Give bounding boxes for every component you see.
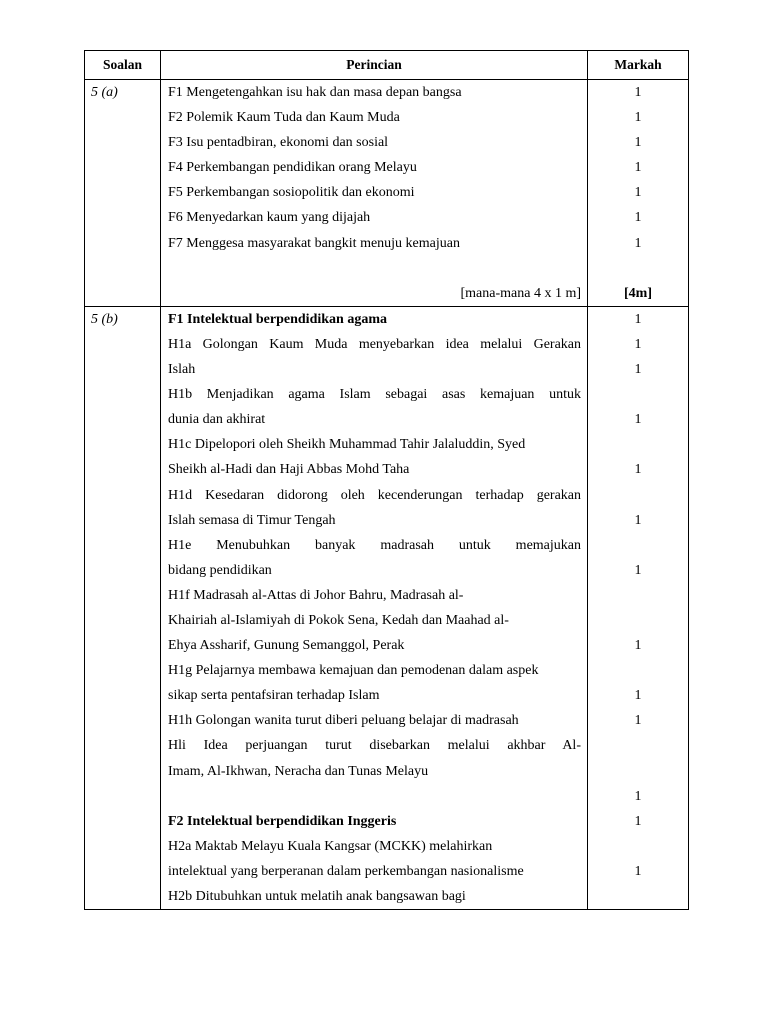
marks-cell-b xyxy=(588,306,689,909)
question-cell-a xyxy=(85,80,161,307)
point-h1b: H1b Menjadikan agama Islam sebagai asas kemajuan untuk xyxy=(168,387,581,403)
header-markah: Markah xyxy=(588,51,689,80)
mark-b xyxy=(588,533,688,558)
mark-b: 1 xyxy=(634,813,642,829)
mark-b: 1 xyxy=(634,512,642,528)
mark-note-a: [mana-mana 4 x 1 m] xyxy=(460,285,581,301)
heading-f1: F1 Intelektual berpendidikan agama xyxy=(168,311,387,327)
item-a-f5: F5 Perkembangan sosiopolitik dan ekonomi xyxy=(168,185,415,201)
spacer xyxy=(588,256,688,281)
item-a-f2: F2 Polemik Kaum Tuda dan Kaum Muda xyxy=(168,110,400,126)
header-perincian: Perincian xyxy=(161,51,588,80)
item-a-f4: F4 Perkembangan pendidikan orang Melayu xyxy=(168,160,417,176)
mark-b: 1 xyxy=(634,336,642,352)
mark-a-7: 1 xyxy=(634,235,642,251)
mark-b xyxy=(588,608,688,633)
mark-b xyxy=(588,483,688,508)
mark-a-3: 1 xyxy=(634,135,642,151)
table-header-row xyxy=(85,51,689,80)
section-a-row xyxy=(85,80,689,307)
point-h1c: H1c Dipelopori oleh Sheikh Muhammad Tahir Jalaluddin, Syed xyxy=(168,437,526,453)
mark-b xyxy=(588,658,688,683)
point-h1c-cont: Sheikh al-Hadi dan Haji Abbas Mohd Taha xyxy=(168,462,410,478)
point-h1d-cont: Islah semasa di Timur Tengah xyxy=(168,512,336,528)
point-h1a-cont: Islah xyxy=(168,362,196,378)
question-cell-b xyxy=(85,306,161,909)
point-h1i-cont: Imam, Al-Ikhwan, Neracha dan Tunas Melayu xyxy=(168,763,429,779)
point-h1e: H1e Menubuhkan banyak madrasah untuk memajukan xyxy=(168,537,581,553)
mark-total-a: [4m] xyxy=(624,285,652,301)
mark-b: 1 xyxy=(634,863,642,879)
point-h2a: H2a Maktab Melayu Kuala Kangsar (MCKK) melahirkan xyxy=(168,838,493,854)
point-h1g: H1g Pelajarnya membawa kemajuan dan pemodenan dalam aspek xyxy=(168,663,539,679)
mark-b: 1 xyxy=(634,362,642,378)
mark-b xyxy=(588,733,688,758)
point-h1f-cont: Khairiah al-Islamiyah di Pokok Sena, Kedah dan Maahad al- xyxy=(168,612,509,628)
mark-b xyxy=(588,759,688,784)
item-a-f6: F6 Menyedarkan kaum yang dijajah xyxy=(168,210,371,226)
item-a-f1: F1 Mengetengahkan isu hak dan masa depan bangsa xyxy=(168,85,462,100)
details-cell-a xyxy=(161,80,588,307)
point-h1g-cont: sikap serta pentafsiran terhadap Islam xyxy=(168,688,380,704)
marking-scheme-table xyxy=(84,50,689,910)
mark-b xyxy=(588,382,688,407)
details-cell-b xyxy=(161,306,588,909)
mark-b: 1 xyxy=(634,412,642,428)
mark-b xyxy=(588,884,688,909)
point-h1a: H1a Golongan Kaum Muda menyebarkan idea melalui Gerakan xyxy=(168,336,581,352)
mark-b: 1 xyxy=(634,638,642,654)
mark-b: 1 xyxy=(634,311,642,327)
mark-a-2: 1 xyxy=(634,110,642,126)
item-a-f3: F3 Isu pentadbiran, ekonomi dan sosial xyxy=(168,135,389,151)
mark-b xyxy=(588,432,688,457)
mark-b: 1 xyxy=(634,713,642,729)
point-h1e-cont: bidang pendidikan xyxy=(168,562,272,578)
mark-b xyxy=(588,834,688,859)
mark-a-1: 1 xyxy=(634,85,642,100)
mark-b: 1 xyxy=(634,562,642,578)
point-h1d: H1d Kesedaran didorong oleh kecenderungan terhadap gerakan xyxy=(168,487,581,503)
mark-a-5: 1 xyxy=(634,185,642,201)
marks-cell-a xyxy=(588,80,689,307)
item-a-f7: F7 Menggesa masyarakat bangkit menuju kemajuan xyxy=(168,235,460,251)
mark-a-4: 1 xyxy=(634,160,642,176)
question-number-b: 5 (b) xyxy=(91,311,118,327)
point-h1h: H1h Golongan wanita turut diberi peluang belajar di madrasah xyxy=(168,713,519,729)
point-h1f: H1f Madrasah al-Attas di Johor Bahru, Madrasah al- xyxy=(168,587,464,603)
section-b-row xyxy=(85,306,689,909)
question-number-a: 5 (a) xyxy=(91,85,118,100)
mark-b xyxy=(588,583,688,608)
heading-f2: F2 Intelektual berpendidikan Inggeris xyxy=(168,813,397,829)
spacer xyxy=(168,256,581,281)
point-h2a-cont: intelektual yang berperanan dalam perkembangan nasionalisme xyxy=(168,863,524,879)
point-h2b: H2b Ditubuhkan untuk melatih anak bangsawan bagi xyxy=(168,889,466,904)
point-h1f-cont2: Ehya Assharif, Gunung Semanggol, Perak xyxy=(168,638,405,654)
mark-b: 1 xyxy=(634,788,642,804)
header-soalan: Soalan xyxy=(85,51,161,80)
mark-a-6: 1 xyxy=(634,210,642,226)
point-h1i: Hli Idea perjuangan turut disebarkan melalui akhbar Al- xyxy=(168,738,581,754)
mark-b: 1 xyxy=(634,462,642,478)
mark-b: 1 xyxy=(634,688,642,704)
point-h1b-cont: dunia dan akhirat xyxy=(168,412,266,428)
spacer xyxy=(168,784,581,809)
